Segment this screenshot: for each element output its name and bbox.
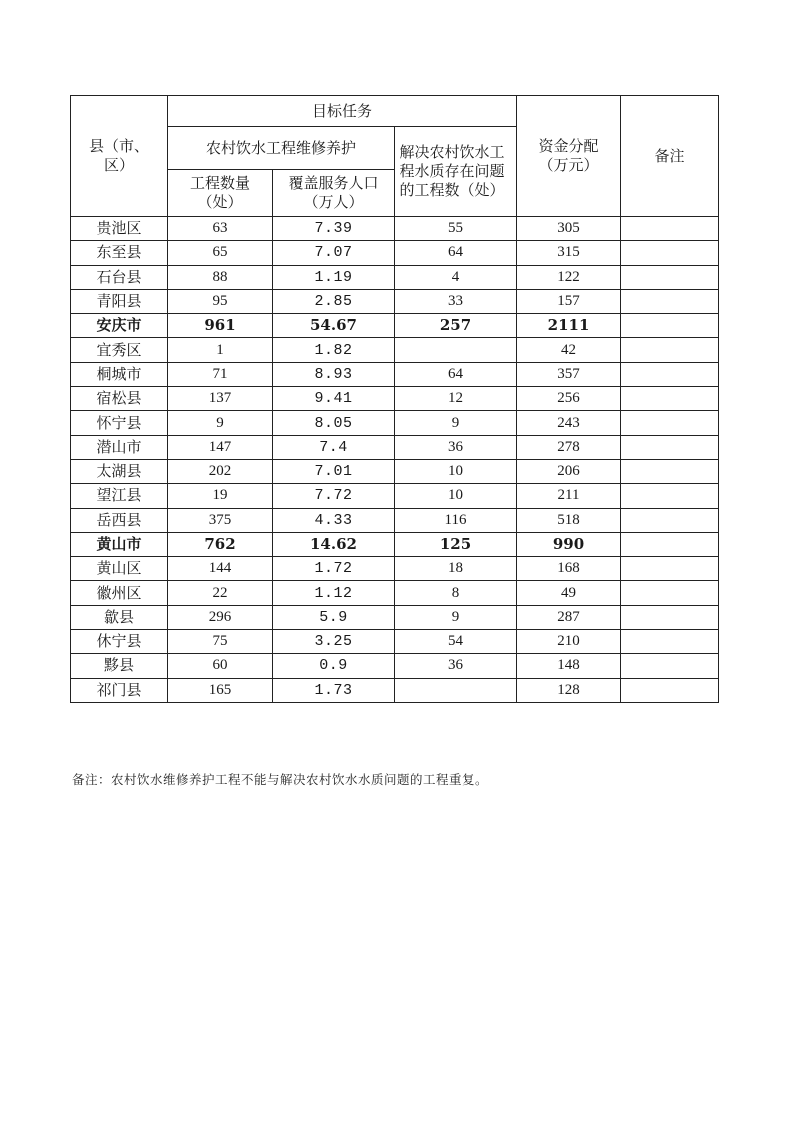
count-cell: 762 (168, 532, 273, 556)
count-cell: 202 (168, 459, 273, 483)
county-cell: 东至县 (71, 241, 168, 265)
remarks-cell (621, 241, 719, 265)
footnote: 备注：农村饮水维修养护工程不能与解决农村饮水水质问题的工程重复。 (72, 772, 489, 787)
quality-cell: 125 (395, 532, 517, 556)
population-cell: 7.4 (273, 435, 395, 459)
count-cell: 1 (168, 338, 273, 362)
funding-cell: 305 (517, 217, 621, 241)
county-cell: 黟县 (71, 654, 168, 678)
population-cell: 1.73 (273, 678, 395, 702)
remarks-cell (621, 265, 719, 289)
population-cell: 8.05 (273, 411, 395, 435)
county-cell: 休宁县 (71, 630, 168, 654)
quality-cell: 116 (395, 508, 517, 532)
remarks-cell (621, 217, 719, 241)
county-cell: 贵池区 (71, 217, 168, 241)
population-cell: 5.9 (273, 605, 395, 629)
table-row (71, 217, 719, 241)
funding-cell: 518 (517, 508, 621, 532)
population-cell: 7.39 (273, 217, 395, 241)
table-row (71, 630, 719, 654)
county-cell: 歙县 (71, 605, 168, 629)
quality-cell: 33 (395, 289, 517, 313)
table-row (71, 435, 719, 459)
population-cell: 1.19 (273, 265, 395, 289)
count-cell: 95 (168, 289, 273, 313)
funding-cell: 287 (517, 605, 621, 629)
table-row (71, 387, 719, 411)
remarks-cell (621, 508, 719, 532)
table-row (71, 411, 719, 435)
population-cell: 2.85 (273, 289, 395, 313)
county-cell: 潜山市 (71, 435, 168, 459)
county-cell: 岳西县 (71, 508, 168, 532)
remarks-cell (621, 484, 719, 508)
county-cell: 徽州区 (71, 581, 168, 605)
quality-cell: 64 (395, 241, 517, 265)
funding-cell: 210 (517, 630, 621, 654)
quality-cell: 54 (395, 630, 517, 654)
funding-cell: 157 (517, 289, 621, 313)
count-cell: 88 (168, 265, 273, 289)
remarks-cell (621, 362, 719, 386)
population-cell: 14.62 (273, 532, 395, 556)
remarks-cell (621, 557, 719, 581)
remarks-cell (621, 581, 719, 605)
funding-cell: 42 (517, 338, 621, 362)
allocation-table (70, 95, 719, 703)
count-cell: 144 (168, 557, 273, 581)
table-row (71, 338, 719, 362)
quality-cell: 55 (395, 217, 517, 241)
count-cell: 147 (168, 435, 273, 459)
count-cell: 9 (168, 411, 273, 435)
population-cell: 0.9 (273, 654, 395, 678)
quality-cell: 18 (395, 557, 517, 581)
remarks-cell (621, 654, 719, 678)
remarks-cell (621, 338, 719, 362)
county-cell: 安庆市 (71, 314, 168, 338)
county-cell: 宿松县 (71, 387, 168, 411)
county-cell: 桐城市 (71, 362, 168, 386)
population-cell: 3.25 (273, 630, 395, 654)
table-row (71, 605, 719, 629)
population-cell: 1.12 (273, 581, 395, 605)
population-cell: 54.67 (273, 314, 395, 338)
table-row (71, 654, 719, 678)
funding-cell: 211 (517, 484, 621, 508)
table-row (71, 581, 719, 605)
population-cell: 4.33 (273, 508, 395, 532)
remarks-cell (621, 387, 719, 411)
quality-cell (395, 678, 517, 702)
table-row (71, 362, 719, 386)
remarks-cell (621, 411, 719, 435)
header-water-quality: 解决农村饮水工程水质存在问题的工程数（处） (395, 127, 517, 217)
quality-cell: 10 (395, 459, 517, 483)
remarks-cell (621, 459, 719, 483)
county-cell: 望江县 (71, 484, 168, 508)
count-cell: 71 (168, 362, 273, 386)
county-cell: 青阳县 (71, 289, 168, 313)
header-county: 县（市、区） (71, 96, 168, 217)
quality-cell: 8 (395, 581, 517, 605)
header-coverage: 覆盖服务人口（万人） (273, 170, 395, 217)
count-cell: 65 (168, 241, 273, 265)
table-row (71, 459, 719, 483)
count-cell: 137 (168, 387, 273, 411)
funding-cell: 990 (517, 532, 621, 556)
funding-cell: 128 (517, 678, 621, 702)
funding-cell: 278 (517, 435, 621, 459)
count-cell: 296 (168, 605, 273, 629)
population-cell: 1.72 (273, 557, 395, 581)
count-cell: 961 (168, 314, 273, 338)
remarks-cell (621, 605, 719, 629)
quality-cell: 9 (395, 411, 517, 435)
header-target-tasks: 目标任务 (168, 96, 517, 127)
table-row (71, 678, 719, 702)
count-cell: 19 (168, 484, 273, 508)
table-row (71, 484, 719, 508)
population-cell: 7.01 (273, 459, 395, 483)
quality-cell: 36 (395, 435, 517, 459)
header-funding: 资金分配（万元） (517, 96, 621, 217)
funding-cell: 315 (517, 241, 621, 265)
county-cell: 祁门县 (71, 678, 168, 702)
quality-cell: 12 (395, 387, 517, 411)
table-row (71, 265, 719, 289)
remarks-cell (621, 289, 719, 313)
table-row (71, 508, 719, 532)
population-cell: 9.41 (273, 387, 395, 411)
county-cell: 黄山区 (71, 557, 168, 581)
funding-cell: 49 (517, 581, 621, 605)
county-cell: 宜秀区 (71, 338, 168, 362)
header-project-count: 工程数量（处） (168, 170, 273, 217)
quality-cell: 36 (395, 654, 517, 678)
funding-cell: 357 (517, 362, 621, 386)
remarks-cell (621, 435, 719, 459)
count-cell: 375 (168, 508, 273, 532)
count-cell: 60 (168, 654, 273, 678)
funding-cell: 148 (517, 654, 621, 678)
quality-cell: 64 (395, 362, 517, 386)
funding-cell: 256 (517, 387, 621, 411)
quality-cell (395, 338, 517, 362)
remarks-cell (621, 532, 719, 556)
funding-cell: 168 (517, 557, 621, 581)
county-cell: 怀宁县 (71, 411, 168, 435)
quality-cell: 9 (395, 605, 517, 629)
population-cell: 1.82 (273, 338, 395, 362)
quality-cell: 257 (395, 314, 517, 338)
header-remarks: 备注 (621, 96, 719, 217)
quality-cell: 4 (395, 265, 517, 289)
count-cell: 63 (168, 217, 273, 241)
population-cell: 8.93 (273, 362, 395, 386)
count-cell: 165 (168, 678, 273, 702)
table-row (71, 241, 719, 265)
remarks-cell (621, 678, 719, 702)
table-row (71, 314, 719, 338)
header-maintenance: 农村饮水工程维修养护 (168, 127, 395, 170)
table-row (71, 289, 719, 313)
funding-cell: 2111 (517, 314, 621, 338)
funding-cell: 243 (517, 411, 621, 435)
quality-cell: 10 (395, 484, 517, 508)
remarks-cell (621, 314, 719, 338)
count-cell: 75 (168, 630, 273, 654)
county-cell: 黄山市 (71, 532, 168, 556)
population-cell: 7.72 (273, 484, 395, 508)
table-row (71, 557, 719, 581)
remarks-cell (621, 630, 719, 654)
funding-cell: 206 (517, 459, 621, 483)
population-cell: 7.07 (273, 241, 395, 265)
count-cell: 22 (168, 581, 273, 605)
table-row (71, 532, 719, 556)
county-cell: 太湖县 (71, 459, 168, 483)
county-cell: 石台县 (71, 265, 168, 289)
funding-cell: 122 (517, 265, 621, 289)
